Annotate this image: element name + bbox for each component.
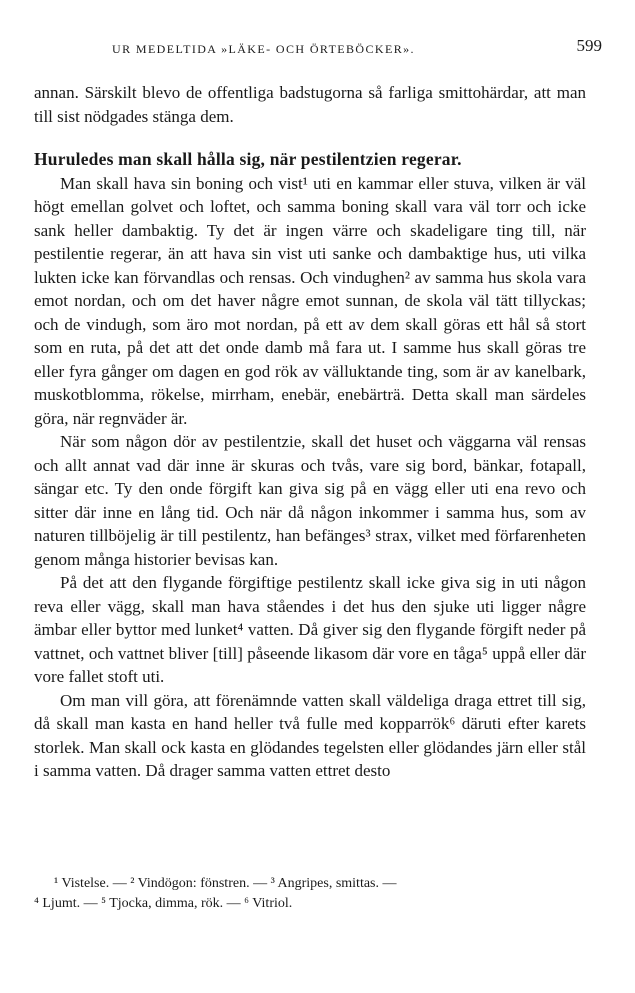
footnote-line-2: ⁴ Ljumt. — ⁵ Tjocka, dimma, rök. — ⁶ Vitriol. <box>34 896 293 911</box>
footnote-line-1: ¹ Vistelse. — ² Vindögon: fönstren. — ³ Angripes, smittas. — <box>54 876 397 891</box>
page-number: 599 <box>576 36 602 55</box>
paragraph-vatten: På det att den flygande förgiftige pestilentz skall icke giva sig in uti någon reva eller vägg, skall man hava ståendes i det hus den sjuke uti ligger någre ämbar eller byttor med lunket⁴ vatten. Då giver sig den flygande förgift neder på vattnet, och vattnet bliver [till] påseende likasom där vore en tåga⁵ uppå eller där vore fallet stoft uti. <box>34 573 586 686</box>
paragraph-rensning: När som någon dör av pestilentzie, skall det huset och väggarna väl rensas och allt annat vad där inne är skuras och tvås, vare sig bord, bänkar, fotapall, sängar etc. Ty den onde förgift kan giva sig på en vägg eller uti ena revo och sitter där inne en lång tid. Och när då någon inkommer i samma hus, som av naturen tillböjelig är till pestilentz, han befänges³ strax, vilket med förfarenheten genom många historier bevisas kan. <box>34 432 586 569</box>
running-title: UR MEDELTIDA »LÄKE- OCH ÖRTEBÖCKER». <box>112 42 415 56</box>
section-heading: Huruledes man skall hålla sig, när pestilentzien regerar. <box>34 149 462 169</box>
footnotes <box>34 874 594 914</box>
page-body <box>34 81 586 783</box>
paragraph-kopparrok: Om man vill göra, att förenämnde vatten skall väldeliga draga ettret till sig, då skall man kasta en hand heller två fulle med kopparrök⁶ däruti efter karets storlek. Man skall ock kasta en glödandes tegelsten eller glödandes järn eller stål i samma vatten. Då drager samma vatten ettret desto <box>34 690 586 780</box>
paragraph-boning: Man skall hava sin boning och vist¹ uti en kammar eller stuva, vilken är väl högt emellan golvet och loftet, och samma boning skall vara väl torr och icke sank heller dambaktig. Ty det är ingen värre och skadeligare ting till, när pestilentie regerar, än att hava sin vist uti sanke och dambaktige hus, uti vilka lukten icke kan förvandlas och rensas. Och vindughen² av samma hus skola vara emot nordan, och om det haver någre emot sunnan, de skola väl tätt tillyckas; och de vindugh, som äro mot nordan, på ett av dem skall göras ett hål så stort som en ruta, på det att det onde damb må fara ut. I samme hus skall göras tre eller fyra gånger om dagen en god rök av välluktande ting, som är av kanelbark, muskotblomma, rökelse, mirrham, enebär, enebärträ. Detta skall man särdeles göra, när regnväder är. <box>34 173 586 428</box>
paragraph-continued: annan. Särskilt blevo de offentliga badstugorna så farliga smittohärdar, att man till sist nödgades stänga dem. <box>34 83 586 126</box>
page-header <box>112 36 602 62</box>
